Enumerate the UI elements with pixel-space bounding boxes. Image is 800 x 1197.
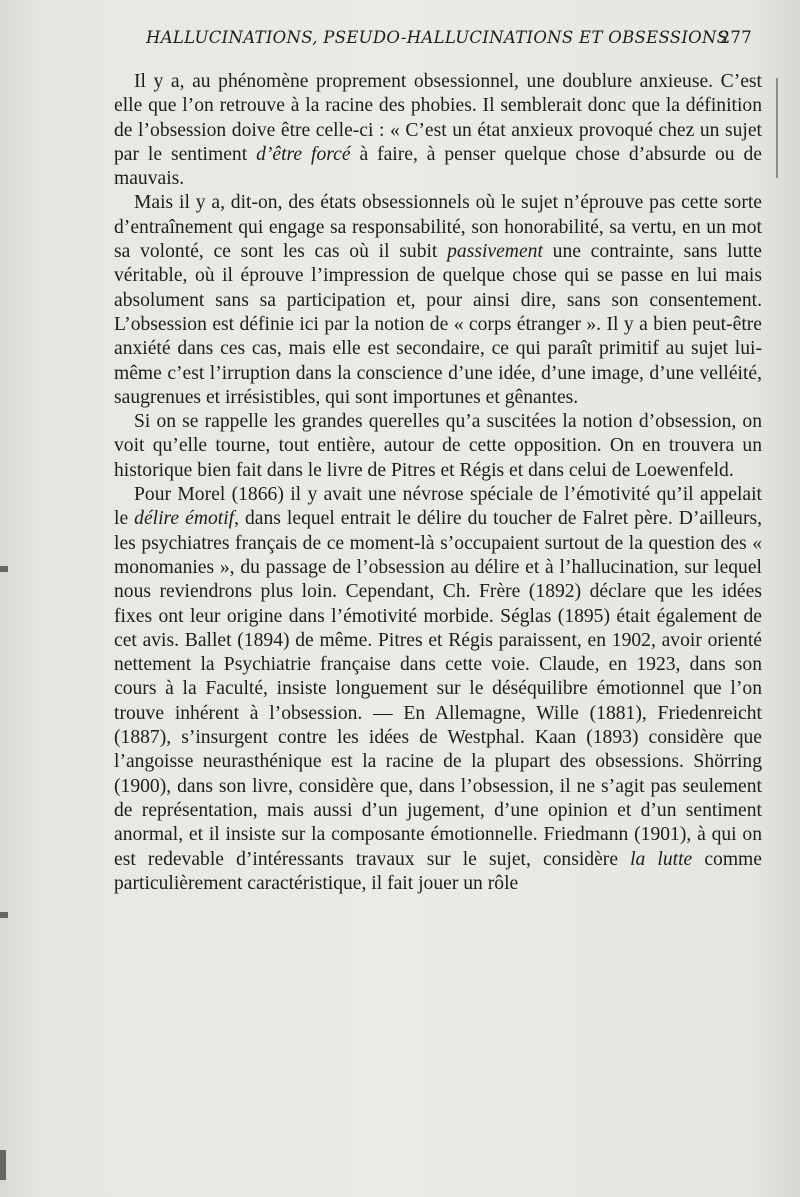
body-text bbox=[114, 70, 762, 896]
page-number: 277 bbox=[719, 28, 752, 47]
paragraph-4: Pour Morel (1866) il y avait une névrose spéciale de l’émotivité qu’il appelait le délire émotif, dans lequel entrait le délire du toucher de Falret père. D’ailleurs, les psychiatres français de ce moment-là s’occupaient surtout de la question des « monomanies », du passage de l’obsession au délire et à l’hallucination, sur lequel nous reviendrons plus loin. Cependant, Ch. Frère (1892) déclare que les idées fixes ont leur origine dans l’émotivité morbide. Séglas (1895) était également de cet avis. Ballet (1894) de même. Pitres et Régis paraissent, en 1902, avoir orienté nettement la Psychiatrie française dans cette voie. Claude, en 1923, dans son cours à la Faculté, insiste longuement sur le déséquilibre émotionnel que l’on trouve inhérent à l’obsession. — En Allemagne, Wille (1881), Friedenreicht (1887), s’insurgent contre les idées de Westphal. Kaan (1893) considère que l’angoisse neurasthénique est la racine de la plupart des obsessions. Shörring (1900), dans son livre, considère que, dans l’obsession, il ne s’agit pas seulement de représentation, mais aussi d’un jugement, d’une opinion et d’un sentiment anormal, et il insiste sur la composante émotionnelle. Friedmann (1901), à qui on est redevable d’intéressants travaux sur le sujet, considère la lutte comme particulièrement caractéristique, il fait jouer un rôle bbox=[114, 484, 762, 894]
paragraph-1: Il y a, au phénomène proprement obsessionnel, une doublure anxieuse. C’est elle que l’on retrouve à la racine des phobies. Il semblerait donc que la définition de l’obsession doive être celle-ci : « C’est un état anxieux provoqué chez un sujet par le sentiment d’être forcé à faire, à penser quelque chose d’absurde ou de mauvais. bbox=[114, 71, 762, 190]
margin-line bbox=[776, 78, 778, 178]
paragraph-2: Mais il y a, dit-on, des états obsessionnels où le sujet n’éprouve pas cette sorte d’entraînement qui engage sa responsabilité, son honorabilité, sa vertu, en un mot sa volonté, ce sont les cas où il subit passivement une contrainte, sans lutte véritable, où il éprouve l’impression de quelque chose qui se passe en lui mais absolument sans sa participation et, pour ainsi dire, sans son consentement. L’obsession est définie ici par la notion de « corps étranger ». Il y a bien peut-être anxiété dans ces cas, mais elle est secondaire, ce qui paraît primitif au sujet lui-même c’est l’irruption dans la conscience d’une idée, d’une image, d’une velléité, saugrenues et irrésistibles, qui sont importunes et gênantes. bbox=[114, 192, 762, 408]
paragraph-3: Si on se rappelle les grandes querelles qu’a suscitées la notion d’obsession, on voit qu’elle tourne, tout entière, autour de cette opposition. On en trouvera un historique bien fait dans le livre de Pitres et Régis et dans celui de Loewenfeld. bbox=[114, 411, 762, 481]
edge-mark bbox=[0, 566, 8, 572]
edge-mark bbox=[0, 1150, 6, 1180]
edge-mark bbox=[0, 912, 8, 918]
running-title: HALLUCINATIONS, PSEUDO-HALLUCINATIONS ET OBSESSIONS bbox=[146, 28, 729, 47]
